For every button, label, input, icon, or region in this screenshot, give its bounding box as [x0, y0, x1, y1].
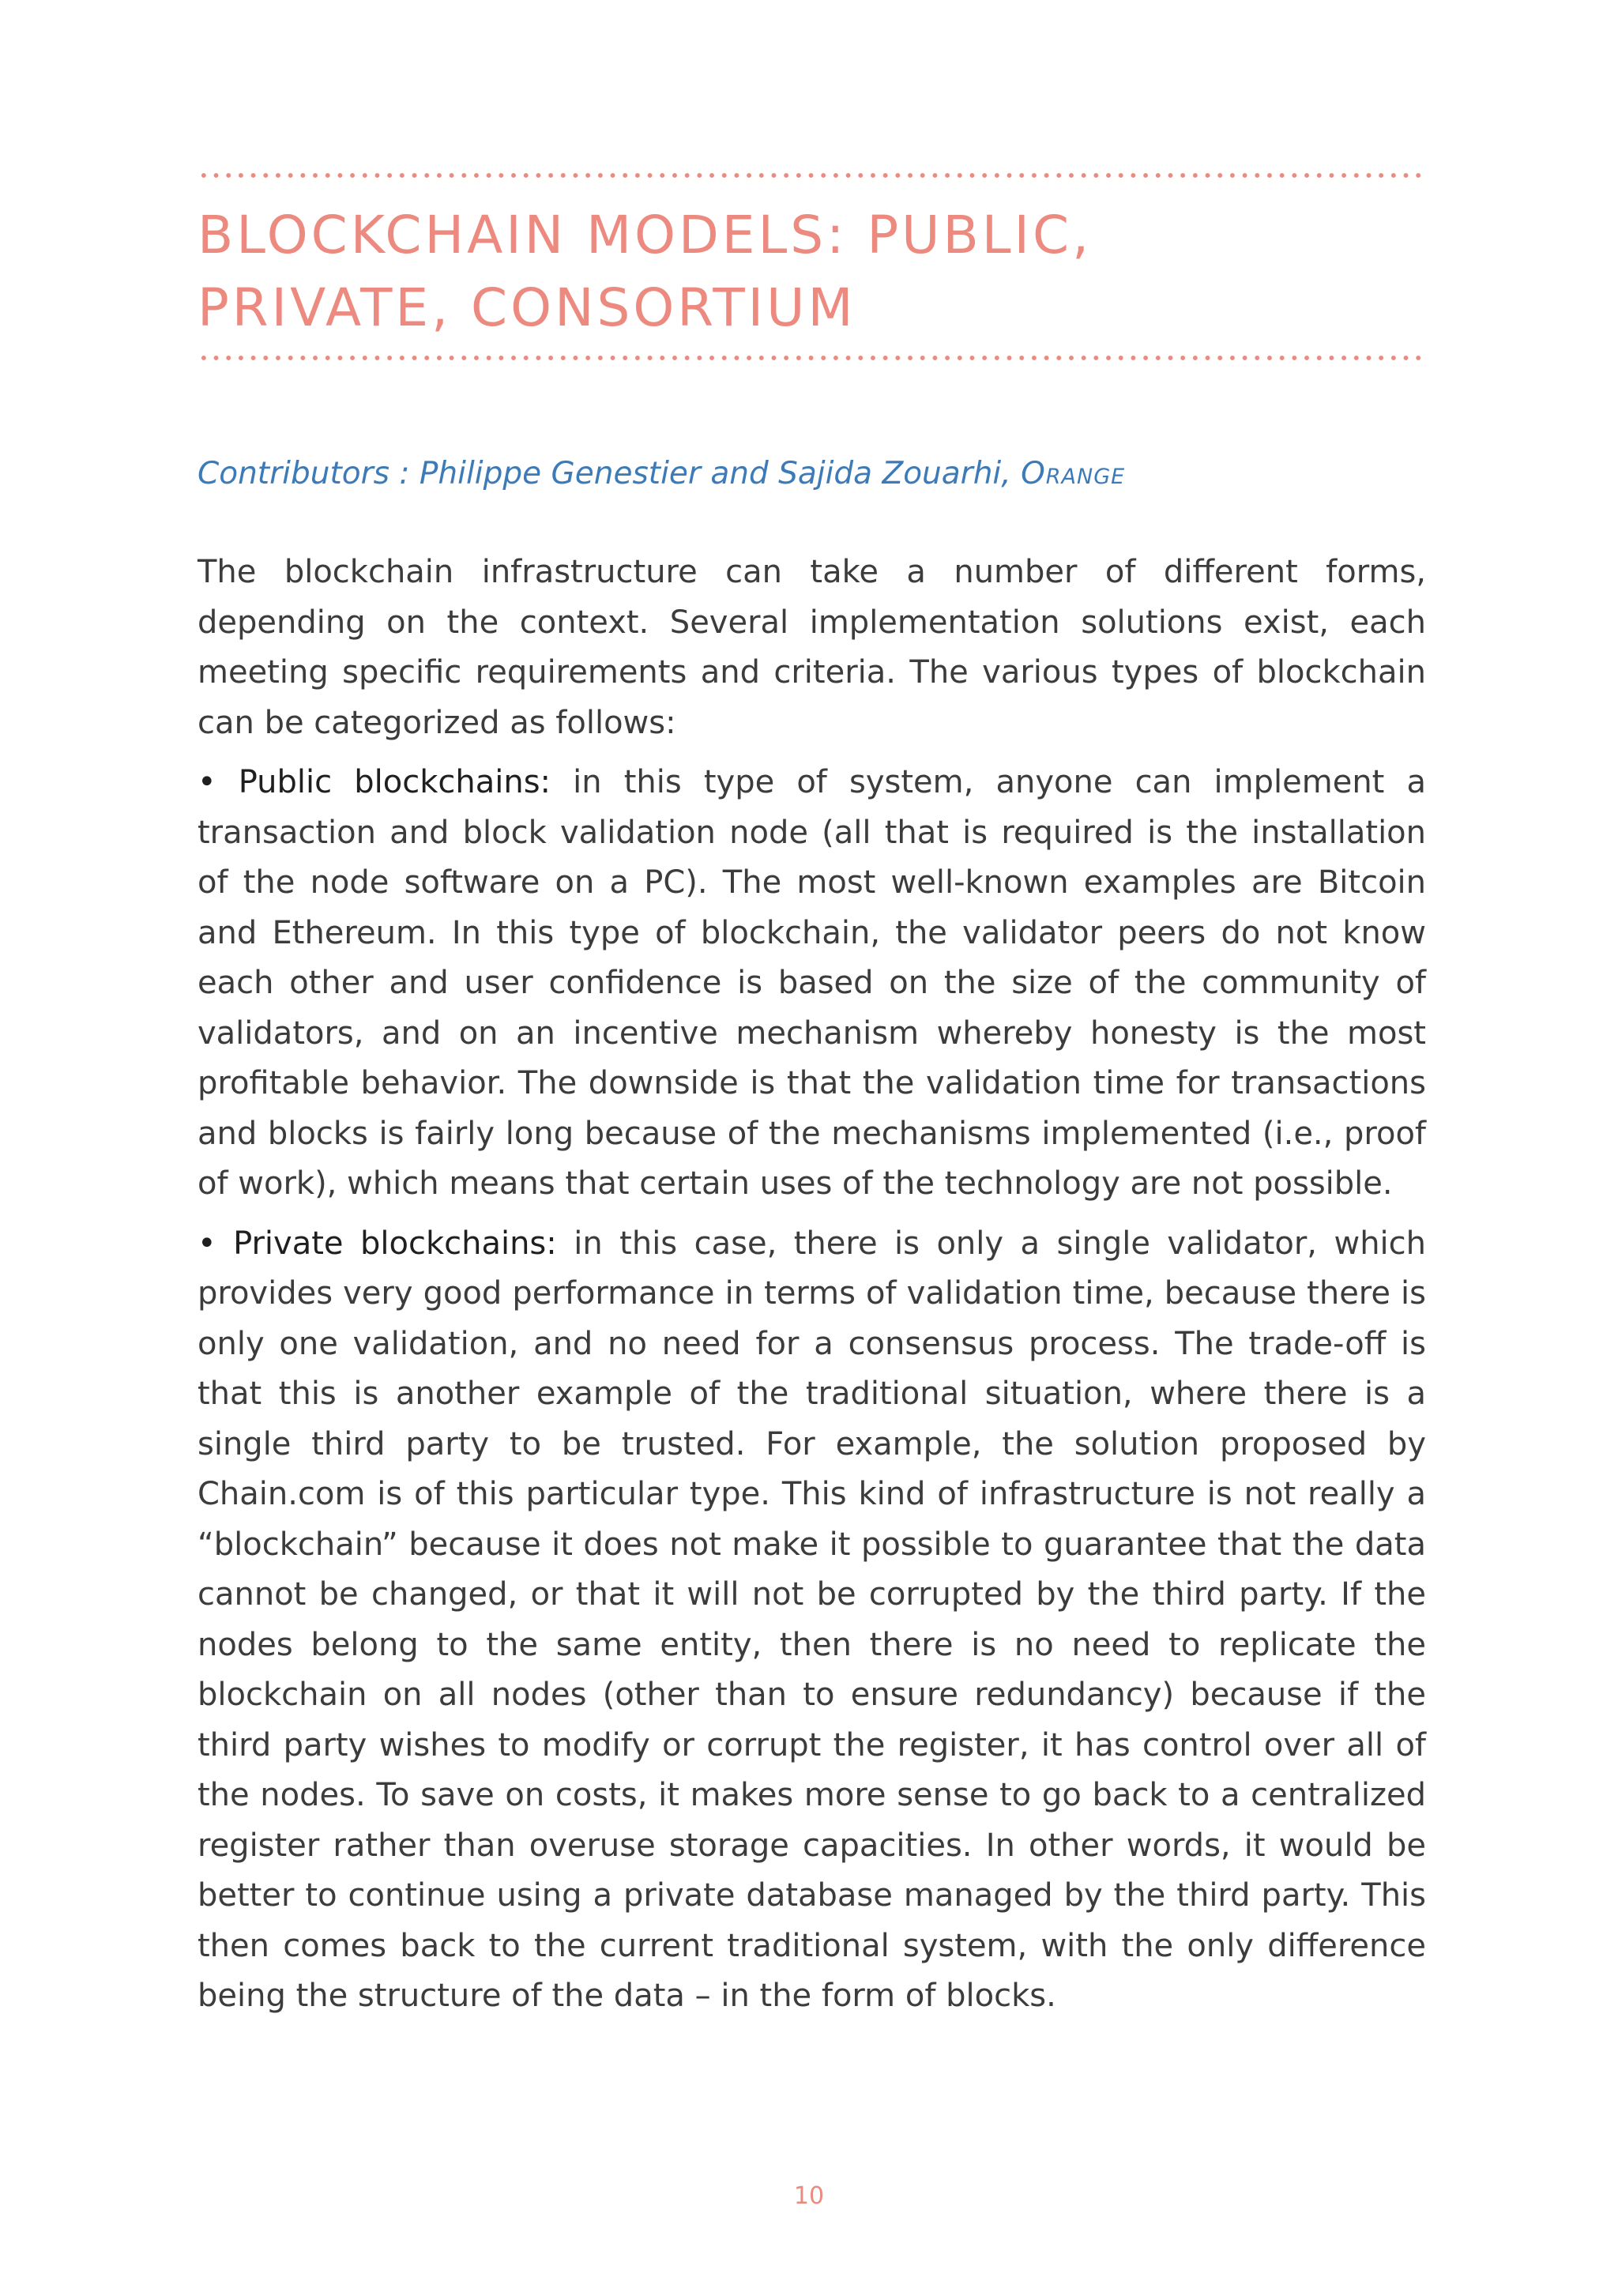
page-number: 10: [793, 2182, 825, 2210]
contributors-line: [198, 450, 1430, 498]
contributors-organization: Orange: [1021, 456, 1126, 491]
public-blockchains-heading: Public blockchains:: [238, 764, 551, 800]
private-blockchains-heading: Private blockchains:: [233, 1225, 557, 1262]
bullet-glyph: •: [198, 764, 216, 800]
public-blockchains-paragraph: [198, 758, 1426, 1210]
public-blockchains-text: in this type of system, anyone can implement a transaction and block validation node (all that is required is the installation of the node software on a PC). The most well-known examples are Bitcoin and Ethereum. In this type of blockchain, the validator peers do not know each other and user confidence is based on the size of the community of validators, and on an incentive mechanism whereby honesty is the most profitable behavior. The downside is that the validation time for transactions and blocks is fairly long because of the mechanisms implemented (i.e., proof of work), which means that certain uses of the technology are not possible.: [198, 764, 1426, 1202]
title-line-1: BLOCKCHAIN MODELS: PUBLIC,: [198, 205, 1093, 265]
bullet-glyph: •: [198, 1225, 216, 1262]
title-line-2: PRIVATE, CONSORTIUM: [198, 277, 856, 338]
private-blockchains-paragraph: [198, 1219, 1426, 2022]
article-body: [198, 548, 1426, 2031]
title-top-dotted-rule: [198, 172, 1426, 179]
intro-paragraph: The blockchain infrastructure can take a number of different forms, depending on the context. Several implementation solutions exist, each meeting specific requirements and criteria. The various types of blockchain can be categorized as follows:: [198, 554, 1426, 741]
contributors-names: Contributors : Philippe Genestier and Sajida Zouarhi,: [198, 456, 1022, 491]
page-title: [198, 199, 1430, 344]
title-bottom-dotted-rule: [198, 355, 1426, 361]
private-blockchains-text: in this case, there is only a single validator, which provides very good performance in terms of validation time, because there is only one validation, and no need for a consensus process. The trade-off is that this is another example of the traditional situation, where there is a single third party to be trusted. For example, the solution proposed by Chain.com is of this particular type. This kind of infrastructure is not really a “blockchain” because it does not make it possible to guarantee that the data cannot be changed, or that it will not be corrupted by the third party. If the nodes belong to the same entity, then there is no need to replicate the blockchain on all nodes (other than to ensure redundancy) because if the third party wishes to modify or corrupt the register, it has control over all of the nodes. To save on costs, it makes more sense to go back to a centralized register rather than overuse storage capacities. In other words, it would be better to continue using a private database managed by the third party. This then comes back to the current traditional system, with the only difference being the structure of the data – in the form of blocks.: [198, 1225, 1427, 2014]
